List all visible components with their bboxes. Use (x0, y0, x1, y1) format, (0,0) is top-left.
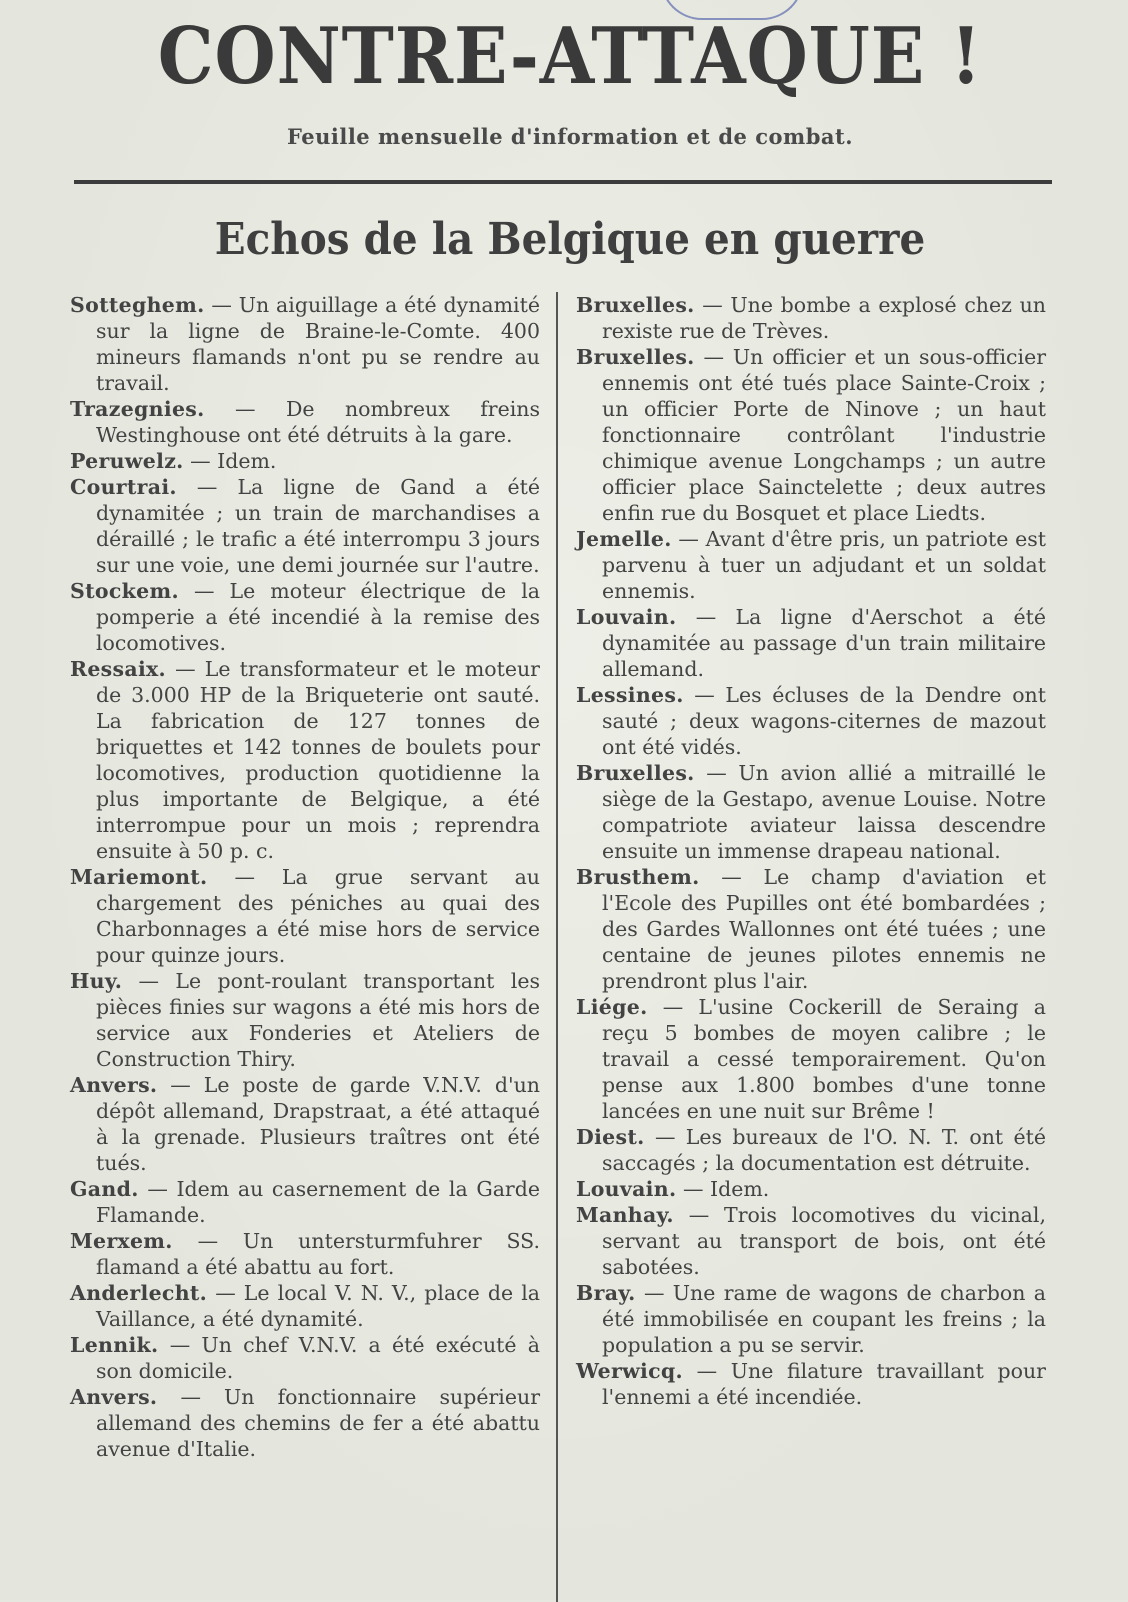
news-entry (576, 1358, 1046, 1410)
entry-text: — Avant d'être pris, un patriote est parvenu à tuer un adjudant et un soldat ennemis. (602, 527, 1046, 603)
entry-text: — Les bureaux de l'O. N. T. ont été saccagés ; la documentation est détruite. (602, 1125, 1046, 1175)
news-entry (70, 1072, 540, 1176)
entry-place: Huy. (70, 969, 123, 993)
entry-place: Lessines. (576, 683, 684, 707)
masthead-title: CONTRE-ATTAQUE ! (157, 11, 983, 102)
news-entry (576, 864, 1046, 994)
entry-place: Trazegnies. (70, 397, 205, 421)
news-entry (70, 396, 540, 448)
entry-place: Bray. (576, 1281, 636, 1305)
entry-place: Louvain. (576, 605, 677, 629)
entry-place: Anvers. (70, 1385, 158, 1409)
news-entry (576, 682, 1046, 760)
entry-place: Peruwelz. (70, 449, 184, 473)
entry-text: — Le poste de garde V.N.V. d'un dépôt allemand, Drapstraat, a été attaqué à la grenade. Plusieurs traîtres ont été tués. (96, 1073, 540, 1175)
entry-text: — Les écluses de la Dendre ont sauté ; deux wagons-citernes de mazout ont été vidés. (602, 683, 1046, 759)
news-entry (576, 526, 1046, 604)
news-entry (576, 604, 1046, 682)
news-entry (576, 292, 1046, 344)
news-entry (70, 968, 540, 1072)
entry-text: — L'usine Cockerill de Seraing a reçu 5 bombes de moyen calibre ; le travail a cessé temporairement. Qu'on pense aux 1.800 bombes d'une tonne lancées en une nuit sur Brême ! (602, 995, 1046, 1123)
entry-place: Louvain. (576, 1177, 677, 1201)
section-title: Echos de la Belgique en guerre (214, 214, 926, 265)
news-entry (70, 292, 540, 396)
entry-text: — Le local V. N. V., place de la Vaillance, a été dynamité. (96, 1281, 540, 1331)
entry-text: — Un fonctionnaire supérieur allemand des chemins de fer a été abattu avenue d'Italie. (96, 1385, 540, 1461)
header-rule (74, 180, 1052, 184)
entry-place: Courtrai. (70, 475, 177, 499)
entry-text: — Idem au casernement de la Garde Flamande. (96, 1177, 540, 1227)
entry-place: Ressaix. (70, 657, 166, 681)
entry-place: Stockem. (70, 579, 179, 603)
entry-place: Brusthem. (576, 865, 700, 889)
right-column (576, 292, 1046, 1410)
masthead-tagline: Feuille mensuelle d'information et de combat. (286, 124, 854, 149)
entry-text: — Une bombe a explosé chez un rexiste rue de Trèves. (602, 293, 1046, 343)
news-entry (576, 344, 1046, 526)
entry-text: — La ligne d'Aerschot a été dynamitée au passage d'un train militaire allemand. (602, 605, 1046, 681)
entry-place: Sotteghem. (70, 293, 205, 317)
entry-place: Bruxelles. (576, 345, 695, 369)
entry-place: Gand. (70, 1177, 139, 1201)
entry-place: Mariemont. (70, 865, 208, 889)
entry-text: — Le moteur électrique de la pomperie a été incendié à la remise des locomotives. (96, 579, 540, 655)
news-entry (70, 1332, 540, 1384)
entry-text: — Le pont-roulant transportant les pièces finies sur wagons a été mis hors de service aux Fonderies et Ateliers de Construction Thiry. (96, 969, 540, 1071)
entry-place: Anvers. (70, 1073, 158, 1097)
entry-text: — Un aiguillage a été dynamité sur la ligne de Braine-le-Comte. 400 mineurs flamands n'ont pu se rendre au travail. (96, 293, 540, 395)
entry-place: Merxem. (70, 1229, 173, 1253)
entry-place: Bruxelles. (576, 293, 695, 317)
entry-place: Manhay. (576, 1203, 674, 1227)
news-entry (70, 656, 540, 864)
news-entry (576, 1176, 1046, 1202)
entry-place: Lennik. (70, 1333, 159, 1357)
entry-place: Werwicq. (576, 1359, 683, 1383)
news-entry (576, 994, 1046, 1124)
entry-text: — La grue servant au chargement des péniches au quai des Charbonnages a été mise hors de service pour quinze jours. (96, 865, 540, 967)
news-entry (576, 760, 1046, 864)
left-column (70, 292, 540, 1462)
entry-text: — Une rame de wagons de charbon a été immobilisée en coupant les freins ; la population a pu se servir. (602, 1281, 1046, 1357)
entry-text: — De nombreux freins Westinghouse ont été détruits à la gare. (96, 397, 540, 447)
entry-place: Diest. (576, 1125, 645, 1149)
entry-place: Jemelle. (576, 527, 672, 551)
entry-text: — Le champ d'aviation et l'Ecole des Pupilles ont été bombardées ; des Gardes Wallonnes ont été tuées ; une centaine de jeunes pilotes ennemis ne prendront plus l'air. (602, 865, 1046, 993)
news-entry (70, 1280, 540, 1332)
entry-text: — Le transformateur et le moteur de 3.000 HP de la Briqueterie ont sauté. La fabrication de 127 tonnes de briquettes et 142 tonnes de boulets pour locomotives, production quotidienne la plus importante de Belgique, a été interrompue pour un mois ; reprendra ensuite à 50 p. c. (96, 657, 540, 863)
entry-text: — Trois locomotives du vicinal, servant au transport de bois, ont été sabotées. (602, 1203, 1046, 1279)
entry-place: Bruxelles. (576, 761, 695, 785)
column-divider (556, 292, 558, 1602)
news-entry (70, 864, 540, 968)
entry-place: Liége. (576, 995, 648, 1019)
entry-text: — Une filature travaillant pour l'ennemi a été incendiée. (602, 1359, 1046, 1409)
entry-text: — Un untersturmfuhrer SS. flamand a été abattu au fort. (96, 1229, 540, 1279)
news-entry (70, 448, 540, 474)
entry-text: — La ligne de Gand a été dynamitée ; un train de marchandises a déraillé ; le trafic a été interrompu 3 jours sur une voie, une demi journée sur l'autre. (96, 475, 540, 577)
news-entry (70, 1384, 540, 1462)
entry-place: Anderlecht. (70, 1281, 208, 1305)
entry-text: — Idem. (682, 1177, 770, 1201)
entry-text: — Un officier et un sous-officier ennemis ont été tués place Sainte-Croix ; un officier Porte de Ninove ; un haut fonctionnaire contrôlant l'industrie chimique avenue Longchamps ; un autre officier place Sainctelette ; deux autres enfin rue du Bosquet et place Liedts. (602, 345, 1046, 525)
news-entry (70, 1228, 540, 1280)
news-entry (576, 1124, 1046, 1176)
news-entry (576, 1280, 1046, 1358)
news-entry (70, 1176, 540, 1228)
news-entry (70, 474, 540, 578)
entry-text: — Idem. (190, 449, 277, 473)
entry-text: — Un chef V.N.V. a été exécuté à son domicile. (96, 1333, 540, 1383)
news-entry (70, 578, 540, 656)
news-entry (576, 1202, 1046, 1280)
entry-text: — Un avion allié a mitraillé le siège de la Gestapo, avenue Louise. Notre compatriote aviateur laissa descendre ensuite un immense drapeau national. (602, 761, 1046, 863)
